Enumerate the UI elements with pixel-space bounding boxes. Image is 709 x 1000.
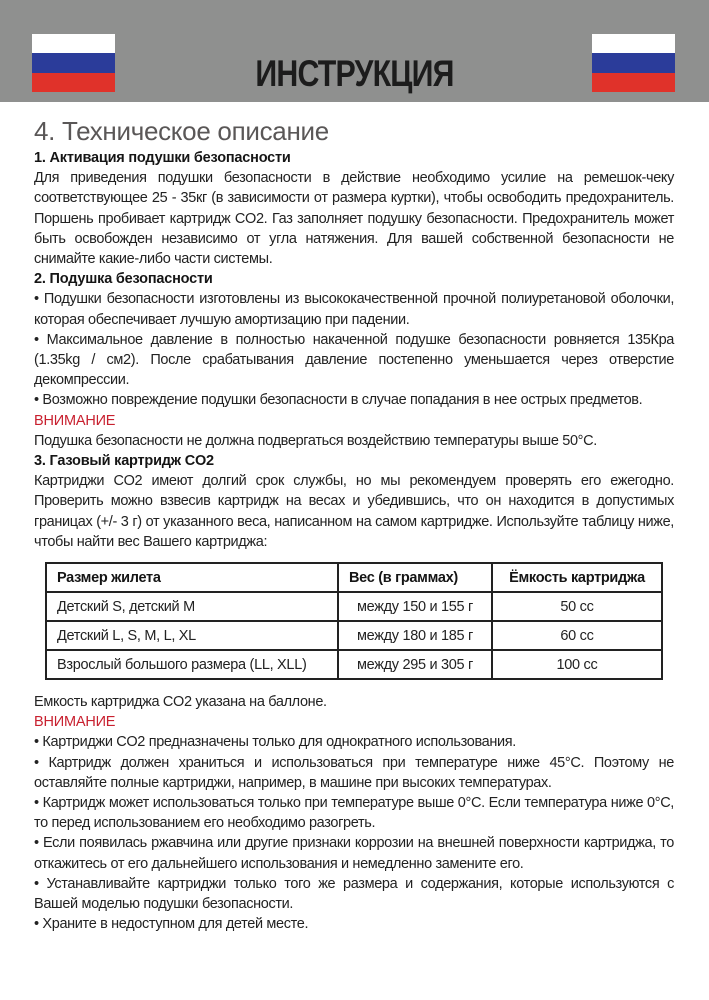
column-header-size: Размер жилета — [46, 563, 338, 592]
paragraph: Картриджи CO2 имеют долгий срок службы, но мы рекомендуем проверять его ежегодно. Проверить можно взвесив картридж на весах и убедившись, что он находится в допустимых границах (+/- 3 г) от указанного веса, написанном на самом картридже. Используйте таблицу ниже, чтобы найти вес Вашего картриджа: — [34, 473, 674, 550]
table-row — [46, 621, 662, 650]
column-header-capacity: Ёмкость картриджа — [492, 563, 662, 592]
bullet-item: • Устанавливайте картриджи только того же размера и содержания, которые используются с Вашей моделью подушки безопасности. — [34, 875, 674, 913]
header-title: ИНСТРУКЦИЯ — [255, 53, 454, 94]
bullet-item: • Максимальное давление в полностью накаченной подушке безопасности ровняется 135Кра (1.35kg / см2). После срабатывания давление постепенно уменьшается через отверстие декомпрессии. — [34, 331, 674, 389]
paragraph: Для приведения подушки безопасности в действие необходимо усилие на ремешок-чеку соответствующее 25 - 35кг (в зависимости от размера куртки), чтобы освободить предохранитель. Поршень пробивает картридж CO2. Газ заполняет подушку безопасности. Предохранитель может быть освобожден независимо от угла натяжения. Для вашей собственной безопасности не снимайте какие-либо части системы. — [34, 170, 674, 268]
cell-weight: между 295 и 305 г — [338, 650, 492, 679]
cell-size: Детский L, S, M, L, XL — [46, 621, 338, 650]
document-body — [34, 114, 674, 935]
bullet-item: • Картриджи CO2 предназначены только для однократного использования. — [34, 734, 516, 751]
warning-label: ВНИМАНИЕ — [34, 412, 116, 429]
section-title: 3. Газовый картридж CO2 — [34, 453, 214, 470]
bullet-item: • Подушки безопасности изготовлены из высококачественной прочной полиуретановой оболочки, которая обеспечивает лучшую амортизацию при падении. — [34, 291, 674, 328]
bullet-item: • Возможно повреждение подушки безопасности в случае попадания в нее острых предметов. — [34, 392, 643, 409]
cell-weight: между 180 и 185 г — [338, 621, 492, 650]
warning-text: Подушка безопасности не должна подвергаться воздействию температуры выше 50°C. — [34, 432, 597, 449]
section-co2-cartridge — [34, 451, 674, 934]
header-banner — [0, 0, 709, 102]
table-header-row — [46, 563, 662, 592]
table-row — [46, 592, 662, 621]
cell-size: Взрослый большого размера (LL, XLL) — [46, 650, 338, 679]
cell-capacity: 100 cc — [492, 650, 662, 679]
cartridge-weight-table — [45, 562, 663, 680]
page-title: 4. Техническое описание — [34, 116, 329, 146]
cell-weight: между 150 и 155 г — [338, 592, 492, 621]
table-row — [46, 650, 662, 679]
cell-capacity: 60 cc — [492, 621, 662, 650]
bullet-item: • Храните в недоступном для детей месте. — [34, 916, 309, 933]
bullet-item: • Картридж может использоваться только при температуре выше 0°C. Если температура ниже 0°C, то перед использованием его необходимо разогреть. — [34, 795, 674, 832]
section-activation — [34, 148, 674, 269]
section-title: 2. Подушка безопасности — [34, 271, 213, 288]
cell-capacity: 50 cc — [492, 592, 662, 621]
russian-flag-icon-right — [592, 34, 675, 92]
bullet-item: • Картридж должен храниться и использоваться при температуре ниже 45°C. Поэтому не оставляйте полные картриджи, например, в машине при высоких температурах. — [34, 754, 674, 791]
column-header-weight: Вес (в граммах) — [338, 563, 492, 592]
cell-size: Детский S, детский M — [46, 592, 338, 621]
section-airbag — [34, 269, 674, 451]
capacity-note: Емкость картриджа CO2 указана на баллоне. — [34, 694, 327, 711]
bullet-item: • Если появилась ржавчина или другие признаки коррозии на внешней поверхности картриджа, то откажитесь от его дальнейшего использования и немедленно замените его. — [34, 835, 674, 872]
section-title: 1. Активация подушки безопасности — [34, 150, 291, 166]
warning-label: ВНИМАНИЕ — [34, 714, 116, 731]
